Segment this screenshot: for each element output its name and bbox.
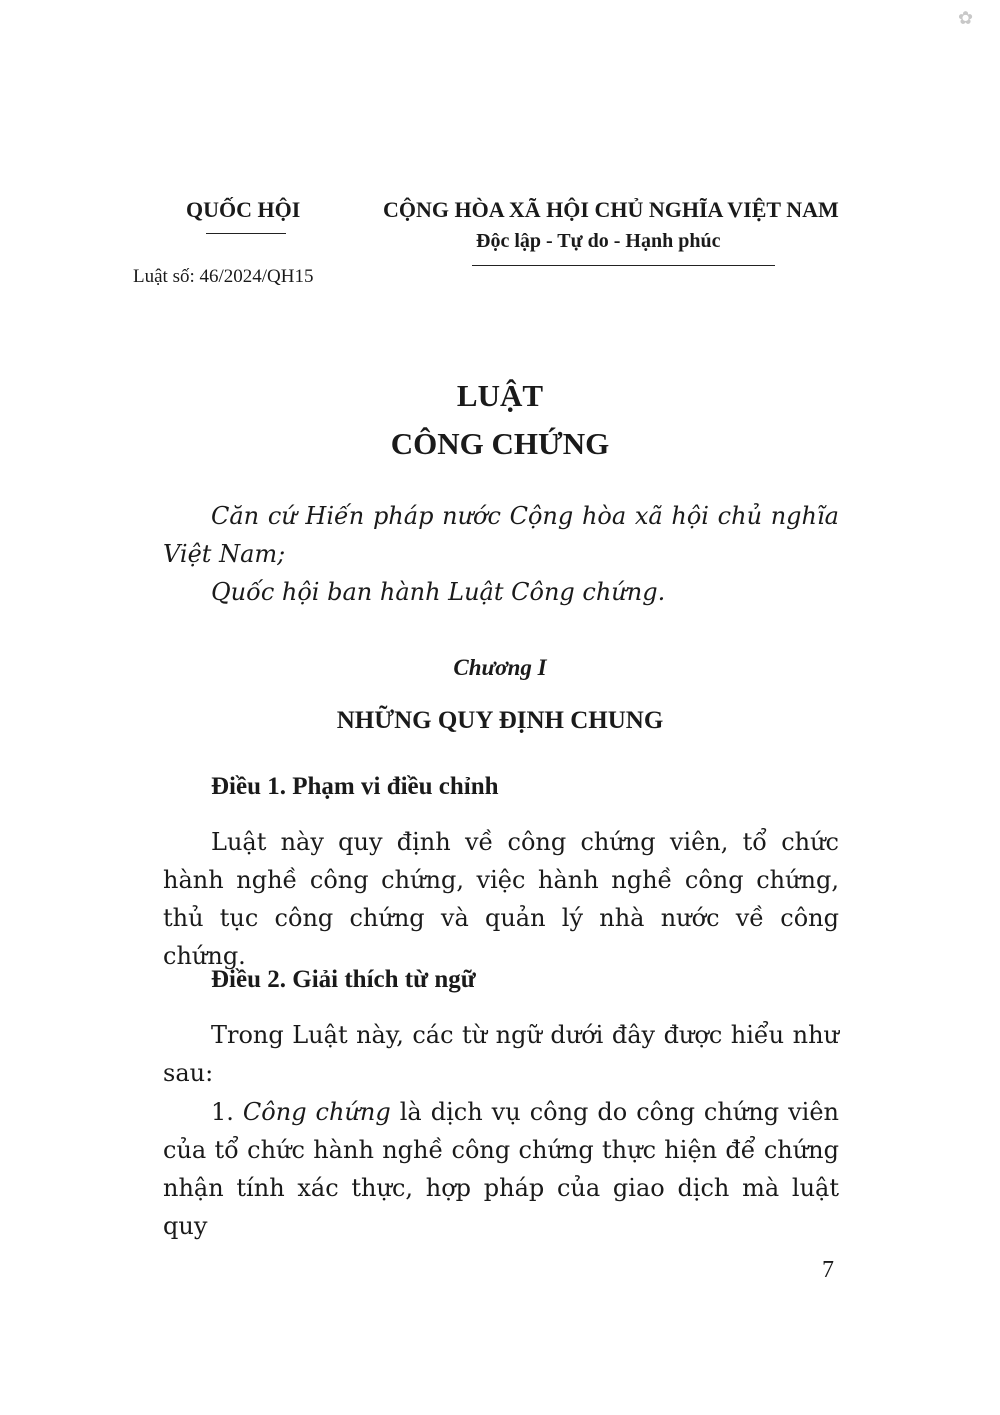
law-title: CÔNG CHỨNG (390, 426, 610, 461)
law-number: Luật số: 46/2024/QH15 (133, 266, 314, 287)
preamble-enactment: Quốc hội ban hành Luật Công chứng. (211, 578, 666, 606)
country-name: CỘNG HÒA XÃ HỘI CHỦ NGHĨA VIỆT NAM (383, 197, 839, 222)
issuer-underline (206, 233, 286, 234)
chapter-label: Chương I (453, 655, 547, 680)
article-2-item-1 (163, 1093, 839, 1245)
chapter-title: NHỮNG QUY ĐỊNH CHUNG (336, 707, 664, 734)
article-1-heading: Điều 1. Phạm vi điều chỉnh (211, 773, 499, 800)
motto-underline (472, 265, 775, 266)
national-motto: Độc lập - Tự do - Hạnh phúc (476, 230, 721, 252)
article-1-body: Luật này quy định về công chứng viên, tổ chức hành nghề công chứng, việc hành nghề công chứng, thủ tục công chứng và quản lý nhà nước về công chứng. (163, 828, 839, 970)
page-number: 7 (822, 1257, 834, 1283)
issuer-name: QUỐC HỘI (186, 197, 301, 222)
defined-term: Công chứng (242, 1098, 391, 1126)
preamble-basis: Căn cứ Hiến pháp nước Cộng hòa xã hội chủ nghĩa Việt Nam; (163, 502, 839, 568)
corner-flower-icon: ✿ (958, 8, 974, 29)
document-type-title: LUẬT (456, 378, 544, 413)
definition-text: là dịch vụ công do công chứng viên của tổ chức hành nghề công chứng thực hiện để chứng nhận tính xác thực, hợp pháp của giao dịch mà luật quy (163, 1098, 839, 1240)
article-2-intro: Trong Luật này, các từ ngữ dưới đây được hiểu như sau: (163, 1021, 839, 1087)
article-2-heading: Điều 2. Giải thích từ ngữ (211, 966, 476, 993)
item-number: 1. (211, 1098, 234, 1126)
